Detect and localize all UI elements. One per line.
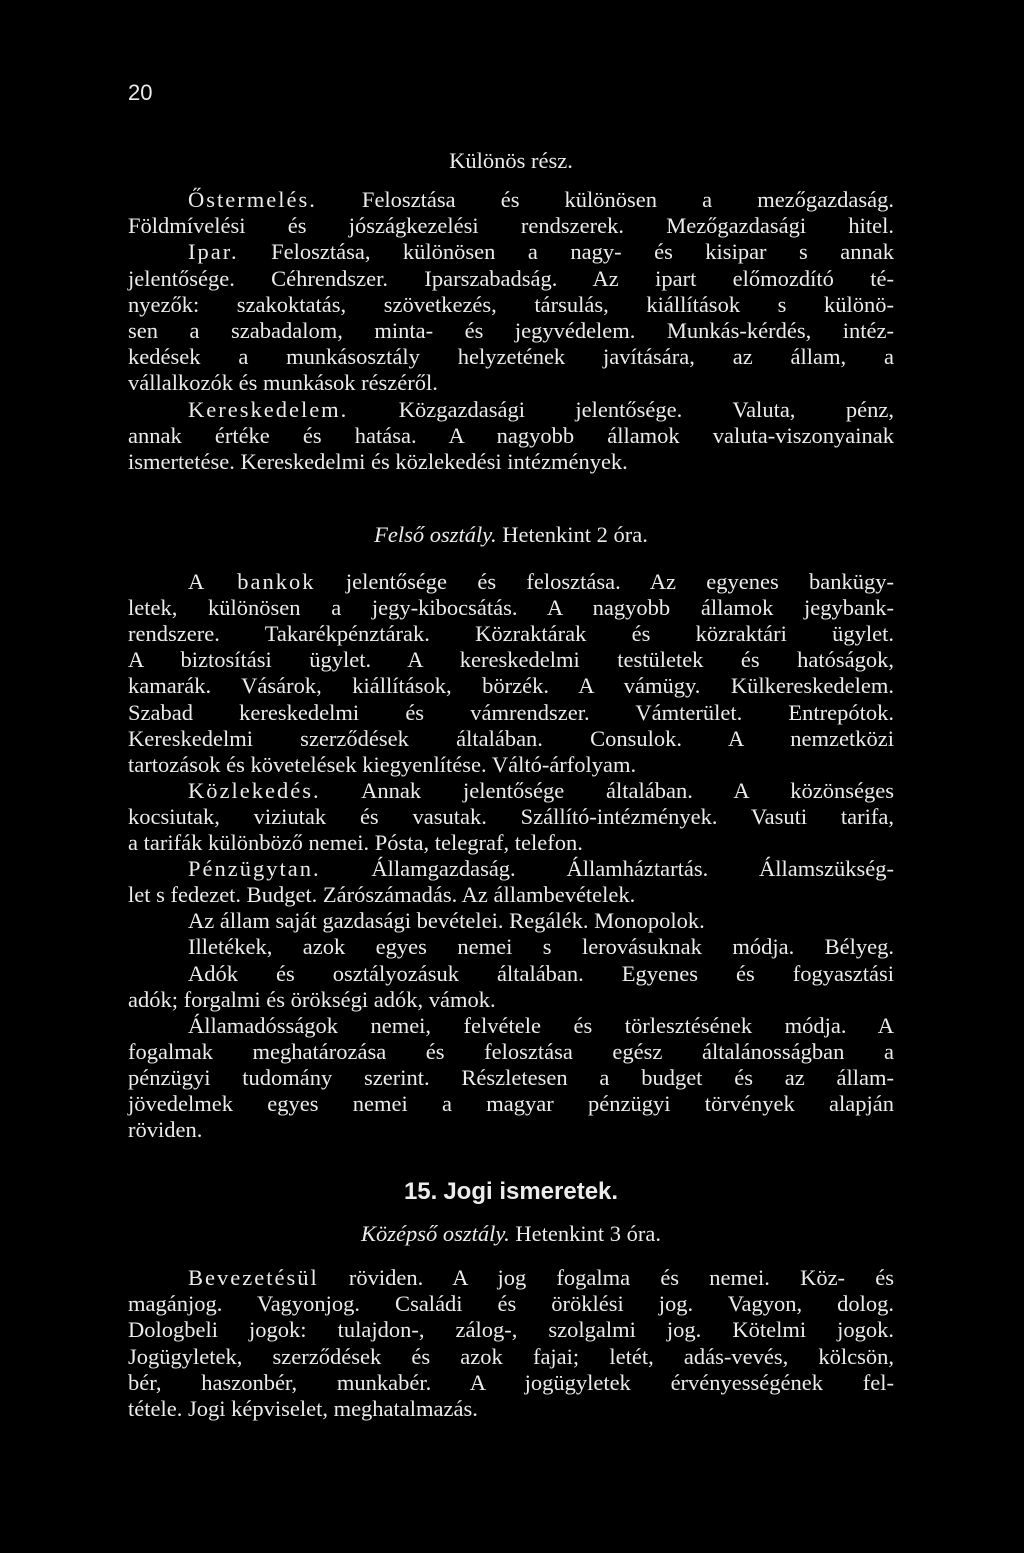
text-line xyxy=(128,568,894,596)
text-line: vállalkozók és munkások részéről. xyxy=(128,370,438,396)
page-number: 20 xyxy=(128,80,153,105)
text-line: Államadósságok nemei, felvétele és törlesztésének módja. A xyxy=(188,1012,894,1038)
line-lead: Ipar. xyxy=(188,239,239,265)
kozepso-hours: Hetenkint 3 óra. xyxy=(509,1221,661,1246)
line-lead: Bevezetésül xyxy=(188,1265,319,1290)
text-line: Jogügyletek, szerződések és azok fajai; letét, adás-vevés, kölcsön, xyxy=(128,1343,894,1369)
line-lead: Őstermelés. xyxy=(188,187,317,212)
felso-title: Felső osztály. xyxy=(374,522,497,547)
text-line: Az állam saját gazdasági bevételei. Regálék. Monopolok. xyxy=(188,908,705,934)
felso-osztaly-heading xyxy=(128,522,894,548)
text-line: Dologbeli jogok: tulajdon-, zálog-, szolgalmi jog. Kötelmi jogok. xyxy=(128,1317,894,1343)
text-line xyxy=(128,1264,894,1292)
text-line: Szabad kereskedelmi és vámrendszer. Vámterület. Entrepótok. xyxy=(128,699,894,725)
text-line: bér, haszonbér, munkabér. A jogügyletek érvényességének fel- xyxy=(128,1369,894,1395)
line-lead: Pénzügytan. xyxy=(188,856,321,882)
text-line: letek, különösen a jegy-kibocsátás. A nagyobb államok jegybank- xyxy=(128,595,894,621)
text-line: kamarák. Vásárok, kiállítások, börzék. A vámügy. Külkereskedelem. xyxy=(128,673,894,699)
text-line: fogalmak meghatározása és felosztása egész általánosságban a xyxy=(128,1038,894,1064)
section-heading: Különös rész. xyxy=(449,148,573,173)
text-line: adók; forgalmi és örökségi adók, vámok. xyxy=(128,986,496,1012)
text-line: let s fedezet. Budget. Zárószámadás. Az állambevételek. xyxy=(128,882,636,908)
text-line: jövedelmek egyes nemei a magyar pénzügyi törvények alapján xyxy=(128,1091,894,1116)
text-line: Kereskedelmi szerződések általában. Consulok. A nemzetközi xyxy=(128,725,894,751)
text-line xyxy=(128,238,894,266)
line-rest: Államgazdaság. Államháztartás. Államszükség- xyxy=(320,856,894,882)
section-15-number: 15. xyxy=(403,1178,438,1205)
kozepso-osztaly-heading xyxy=(128,1221,894,1247)
text-line: jelentősége. Céhrendszer. Iparszabadság. Az ipart előmozdító té- xyxy=(128,265,894,291)
text-line: tétele. Jogi képviselet, meghatalmazás. xyxy=(128,1396,478,1421)
line-rest: Annak jelentősége általában. A közönséges xyxy=(320,777,894,803)
line-rest: Felosztása, különösen a nagy- és kisipar s annak xyxy=(238,239,894,265)
line-lead: Közlekedés. xyxy=(188,777,321,803)
section-15-title: Jogi ismeretek. xyxy=(443,1178,619,1205)
felso-hours: Hetenkint 2 óra. xyxy=(496,522,648,547)
line-lead: Kereskedelem. xyxy=(188,396,349,422)
text-line: A biztosítási ügylet. A kereskedelmi testületek és hatóságok, xyxy=(128,647,894,673)
text-line: kocsiutak, viziutak és vasutak. Szállító-intézmények. Vasuti tarifa, xyxy=(128,803,894,829)
line-rest: jelentősége és felosztása. Az egyenes bankügy- xyxy=(315,569,895,594)
text-line: sen a szabadalom, minta- és jegyvédelem. Munkás-kérdés, intéz- xyxy=(128,318,894,343)
section-15-heading xyxy=(128,1178,894,1206)
text-line xyxy=(128,855,894,883)
text-line: nyezők: szakoktatás, szövetkezés, társulás, kiállítások s különö- xyxy=(128,291,894,317)
line-rest: röviden. A jog fogalma és nemei. Köz- és xyxy=(318,1265,894,1290)
text-line: tartozások és követelések kiegyenlítése. Váltó-árfolyam. xyxy=(128,751,637,777)
text-line: pénzügyi tudomány szerint. Részletesen a budget és az állam- xyxy=(128,1064,894,1090)
text-line: Földmívelési és jószágkezelési rendszerek. Mezőgazdasági hitel. xyxy=(128,213,894,239)
text-line: a tarifák különböző nemei. Pósta, telegraf, telefon. xyxy=(128,830,583,855)
line-lead: A bankok xyxy=(188,569,316,594)
text-line xyxy=(128,396,894,424)
text-line: rendszere. Takarékpénztárak. Közraktárak és közraktári ügylet. xyxy=(128,621,894,647)
text-line: Illetékek, azok egyes nemei s lerovásuknak módja. Bélyeg. xyxy=(188,934,894,960)
text-line: ismertetése. Kereskedelmi és közlekedési intézmények. xyxy=(128,449,628,474)
text-line xyxy=(128,777,894,805)
line-rest: Felosztása és különösen a mezőgazdaság. xyxy=(316,187,894,212)
text-line: magánjog. Vagyonjog. Családi és öröklési jog. Vagyon, dolog. xyxy=(128,1291,894,1317)
text-line: annak értéke és hatása. A nagyobb államok valuta-viszonyainak xyxy=(128,422,894,448)
line-rest: Közgazdasági jelentősége. Valuta, pénz, xyxy=(348,396,894,422)
text-line xyxy=(128,186,894,214)
text-line: kedések a munkásosztály helyzetének javítására, az állam, a xyxy=(128,344,894,370)
kozepso-title: Középső osztály. xyxy=(361,1221,510,1246)
text-line: röviden. xyxy=(128,1117,203,1143)
text-line: Adók és osztályozásuk általában. Egyenes és fogyasztási xyxy=(188,960,894,986)
